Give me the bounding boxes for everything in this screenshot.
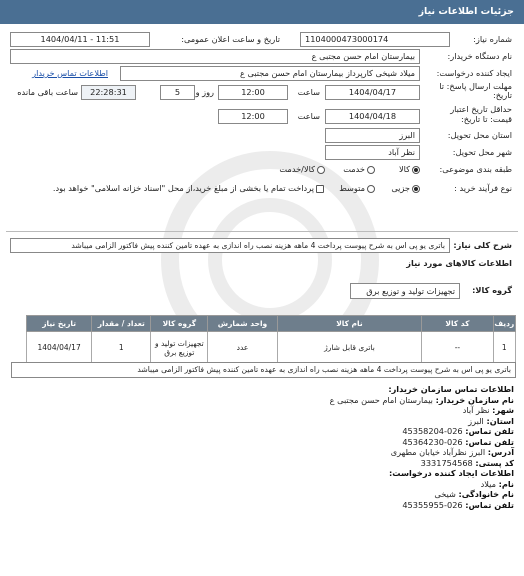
category-option-both[interactable]: کالا/خدمت (279, 162, 325, 177)
postal-line: کد پستی: 3331754568 (420, 457, 514, 468)
validity-label-1: حداقل تاریخ اعتبار (450, 104, 512, 114)
table-row[interactable] (27, 332, 516, 364)
col-row: ردیف (493, 316, 515, 332)
creator-phone-line: تلفن تماس: 026-45355955 (402, 499, 514, 510)
radio-icon[interactable] (412, 185, 420, 193)
validity-time-label: ساعت (297, 111, 320, 121)
goods-section-title: اطلاعات کالاهای مورد نیاز (406, 258, 512, 268)
goods-group-label: گروه کالا: (472, 285, 512, 295)
deadline-date-field[interactable]: 1404/04/17 (325, 85, 420, 100)
first-name-line: نام: میلاد (480, 478, 514, 489)
cell-group: تجهیزات تولید و توزیع برق (151, 332, 208, 364)
summary-label: شرح کلی نیاز: (453, 240, 512, 250)
col-qty: تعداد / مقدار (92, 316, 151, 332)
col-code: کد کالا (422, 316, 493, 332)
deadline-time-label: ساعت (297, 87, 320, 97)
province-line: استان: البرز (468, 415, 514, 426)
cell-row: 1 (493, 332, 515, 364)
col-name: نام کالا (277, 316, 422, 332)
process-option-minor[interactable]: جزیی (391, 181, 420, 196)
goods-group-field[interactable]: تجهیزات تولید و توزیع برق (350, 283, 460, 299)
announce-field[interactable]: 1404/04/11 - 11:51 (10, 32, 150, 47)
details-panel (2, 28, 520, 576)
deadline-time-field[interactable]: 12:00 (218, 85, 288, 100)
goods-table (26, 315, 516, 364)
phone2-line: تلفن تماس: 026-45364230 (402, 436, 514, 447)
province-label: استان محل تحویل: (447, 130, 512, 140)
cell-name: باتری قابل شارژ (277, 332, 422, 364)
page-header (0, 0, 524, 24)
remaining-time-field: 22:28:31 (81, 85, 136, 100)
checkbox-icon[interactable] (316, 185, 324, 193)
creator-field[interactable]: میلاد شیخی کارپرداز بیمارستان امام حسن مجتبی ع (120, 66, 420, 81)
cell-code: -- (422, 332, 493, 364)
radio-icon[interactable] (317, 166, 325, 174)
deadline-label: مهلت ارسال پاسخ: تا (439, 81, 512, 91)
cell-unit: عدد (208, 332, 277, 364)
validity-label-2: قیمت: تا تاریخ: (461, 114, 512, 124)
validity-date-field[interactable]: 1404/04/18 (325, 109, 420, 124)
contact-info (14, 384, 514, 510)
summary-field[interactable]: باتری یو پی اس به شرح پیوست پرداخت 4 ماهه هزینه نصب راه اندازی به عهده تامین کننده پیش فاکتور الزامی میباشد (10, 238, 450, 253)
category-option-service[interactable]: خدمت (343, 162, 375, 177)
buyer-contact-link[interactable]: اطلاعات تماس خریدار (32, 68, 108, 78)
category-option-goods[interactable]: کالا (399, 162, 420, 177)
city-field[interactable]: نظر آباد (325, 145, 420, 160)
table-header-row (27, 316, 516, 332)
announce-label: تاریخ و ساعت اعلان عمومی: (181, 34, 280, 44)
col-unit: واحد شمارش (208, 316, 277, 332)
goods-note-field[interactable]: باتری یو پی اس به شرح پیوست پرداخت 4 ماهه هزینه نصب راه اندازی به عهده تامین کننده پیش فاکتور الزامی میباشد (11, 362, 516, 378)
buyer-label: نام دستگاه خریدار: (447, 51, 512, 61)
buyer-field[interactable]: بیمارستان امام حسن مجتبی ع (10, 49, 420, 64)
treasury-option[interactable]: پرداخت تمام یا بخشی از مبلغ خرید،از محل "اسناد خزانه اسلامی" خواهد بود. (53, 181, 324, 196)
page-title: جزئیات اطلاعات نیاز (418, 6, 514, 17)
process-label: نوع فرآیند خرید : (454, 183, 512, 193)
radio-icon[interactable] (412, 166, 420, 174)
org-name-line: نام سازمان خریدار: بیمارستان امام حسن مجتبی ع (329, 394, 514, 405)
city-label: شهر محل تحویل: (452, 147, 512, 157)
phone-line: تلفن تماس: 026-45358204 (402, 426, 514, 436)
days-label: روز و (195, 87, 214, 97)
creator-contact-title: اطلاعات ایجاد کننده درخواست: (389, 468, 514, 478)
province-field[interactable]: البرز (325, 128, 420, 143)
cell-qty: 1 (92, 332, 151, 364)
address-line: آدرس: البرز نظرآباد خیابان مطهری (390, 447, 514, 457)
need-number-label: شماره نیاز: (473, 34, 512, 44)
buyer-contact-title: اطلاعات تماس سازمان خریدار: (388, 384, 514, 394)
section-divider (6, 231, 518, 232)
need-number-field[interactable]: 1104000473000174 (300, 32, 450, 47)
city-line: شهر: نظر آباد (462, 405, 514, 415)
radio-icon[interactable] (367, 166, 375, 174)
creator-label: ایجاد کننده درخواست: (436, 68, 512, 78)
deadline-label-2: تاریخ: (492, 90, 512, 100)
days-remaining-field[interactable]: 5 (160, 85, 195, 100)
process-option-medium[interactable]: متوسط (339, 181, 375, 196)
col-group: گروه کالا (151, 316, 208, 332)
category-label: طبقه بندی موضوعی: (439, 164, 512, 174)
cell-date: 1404/04/17 (27, 332, 92, 364)
remaining-label: ساعت باقی مانده (17, 87, 78, 97)
validity-time-field[interactable]: 12:00 (218, 109, 288, 124)
radio-icon[interactable] (367, 185, 375, 193)
last-name-line: نام خانوادگی: شیخی (434, 489, 514, 499)
col-date: تاریخ نیاز (27, 316, 92, 332)
